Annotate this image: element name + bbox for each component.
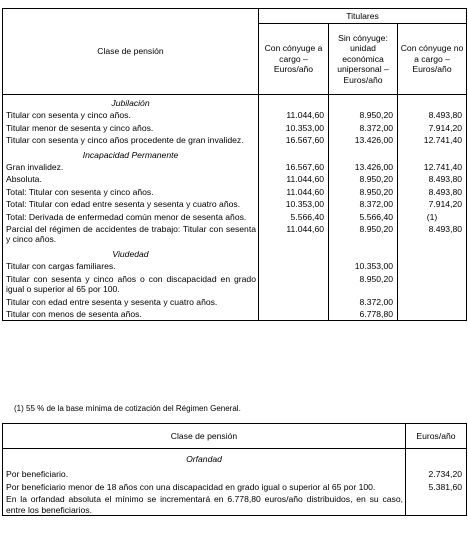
amount: 2.734,20: [406, 467, 467, 479]
header-titulares: Titulares: [259, 9, 467, 24]
amount-v2: 8.950,20: [329, 223, 398, 246]
amount-v3: 8.493,80: [398, 109, 467, 121]
header-con-conyuge-a-cargo: Con cónyuge a cargo – Euros/año: [259, 24, 329, 95]
section-row-orfandad: [3, 449, 467, 468]
amount-v1: 11.044,60: [259, 173, 329, 185]
amount-v3: 8.493,80: [398, 173, 467, 185]
pension-label: Titular con sesenta y cinco años procedente de gran invalidez.: [3, 134, 259, 146]
amount-v3: 12.741,40: [398, 161, 467, 173]
header-sin-conyuge: Sin cónyuge: unidad económica unipersonal – Euros/año: [329, 24, 398, 95]
amount-v2: 8.950,20: [329, 186, 398, 198]
header-clase-pension: Clase de pensión: [3, 9, 259, 95]
amount-v3: [398, 260, 467, 272]
section-title: Jubilación: [3, 95, 259, 110]
empty-cell: [259, 246, 329, 260]
table-row: [3, 211, 467, 223]
amount-v3: (1): [398, 211, 467, 223]
pension-label: En la orfandad absoluta el mínimo se incrementará en 6.778,80 euros/año distribuidos, en su caso, entre los beneficiarios.: [3, 492, 406, 515]
empty-cell: [398, 147, 467, 161]
pension-label: Titular menor de sesenta y cinco años.: [3, 122, 259, 134]
table-row: [3, 161, 467, 173]
table-row: [3, 223, 467, 246]
amount-v2: 5.566,40: [329, 211, 398, 223]
amount-v2: 8.372,00: [329, 296, 398, 308]
section-row-jubilacion: [3, 95, 467, 110]
pension-label: Total: Titular con sesenta y cinco años.: [3, 186, 259, 198]
amount-v3: 8.493,80: [398, 186, 467, 198]
pension-label: Titular con cargas familiares.: [3, 260, 259, 272]
amount-v1: 16.567,60: [259, 161, 329, 173]
pension-label: Total: Titular con edad entre sesenta y sesenta y cuatro años.: [3, 198, 259, 210]
amount-v1: [259, 260, 329, 272]
amount-v2: 6.778,80: [329, 308, 398, 321]
table-row: [3, 467, 467, 479]
amount: 5.381,60: [406, 480, 467, 492]
amount-v1: [259, 308, 329, 321]
amount-v3: 12.741,40: [398, 134, 467, 146]
pension-label: Por beneficiario.: [3, 467, 406, 479]
section-title: Viudedad: [3, 246, 259, 260]
amount-v1: 10.353,00: [259, 122, 329, 134]
orfandad-table-body: [3, 449, 467, 516]
empty-cell: [329, 95, 398, 110]
pension-table-titulares: [2, 8, 467, 321]
empty-cell: [398, 246, 467, 260]
pension-label: Parcial del régimen de accidentes de trabajo: Titular con sesenta y cinco años.: [3, 223, 259, 246]
amount-v1: 11.044,60: [259, 109, 329, 121]
header-clase-pension-2: Clase de pensión: [3, 424, 406, 449]
empty-cell: [259, 147, 329, 161]
amount-v2: 13.426,00: [329, 134, 398, 146]
amount-v1: 11.044,60: [259, 223, 329, 246]
table-row: [3, 134, 467, 146]
pension-table-body: [3, 95, 467, 321]
empty-cell: [259, 95, 329, 110]
table-row: [3, 308, 467, 321]
pension-label: Titular con sesenta y cinco años o con discapacidad en grado igual o superior al 65 por 100.: [3, 273, 259, 296]
table-row: [3, 480, 467, 492]
orfandad-table: [2, 423, 467, 516]
amount-v1: [259, 296, 329, 308]
table-row: [3, 296, 467, 308]
table-row: [3, 186, 467, 198]
section-title: Orfandad: [3, 449, 406, 468]
table-row: [3, 273, 467, 296]
amount-v2: 13.426,00: [329, 161, 398, 173]
section-row-viudedad: [3, 246, 467, 260]
amount-v2: 8.950,20: [329, 273, 398, 296]
empty-cell: [406, 449, 467, 468]
pension-label: Gran invalidez.: [3, 161, 259, 173]
table-row: [3, 122, 467, 134]
amount-v2: 8.950,20: [329, 109, 398, 121]
section-title: Incapacidad Permanente: [3, 147, 259, 161]
table-row: [3, 492, 467, 515]
amount-v1: 16.567,60: [259, 134, 329, 146]
amount-v3: [398, 296, 467, 308]
table-row: [3, 260, 467, 272]
amount-v3: 7.914,20: [398, 198, 467, 210]
header-euros-ano: Euros/año: [406, 424, 467, 449]
amount-v2: 8.372,00: [329, 122, 398, 134]
section-row-incapacidad: [3, 147, 467, 161]
empty-cell: [329, 147, 398, 161]
amount-v3: [398, 308, 467, 321]
amount-v3: [398, 273, 467, 296]
header-con-conyuge-no-a-cargo: Con cónyuge no a cargo – Euros/año: [398, 24, 467, 95]
amount-v1: 11.044,60: [259, 186, 329, 198]
amount-v3: 8.493,80: [398, 223, 467, 246]
pension-label: Titular con sesenta y cinco años.: [3, 109, 259, 121]
table-row: [3, 173, 467, 185]
pension-label: Absoluta.: [3, 173, 259, 185]
pension-label: Titular con menos de sesenta años.: [3, 308, 259, 321]
pension-label: Por beneficiario menor de 18 años con una discapacidad en grado igual o superior al 65 por 100.: [3, 480, 406, 492]
table-row: [3, 198, 467, 210]
footnote: (1) 55 % de la base mínima de cotización del Régimen General.: [14, 404, 241, 413]
pension-label: Total: Derivada de enfermedad común menor de sesenta años.: [3, 211, 259, 223]
amount-v1: 5.566,40: [259, 211, 329, 223]
amount-v1: 10.353,00: [259, 198, 329, 210]
table-row: [3, 109, 467, 121]
amount: [406, 492, 467, 515]
amount-v3: 7.914,20: [398, 122, 467, 134]
pension-label: Titular con edad entre sesenta y sesenta y cuatro años.: [3, 296, 259, 308]
amount-v2: 10.353,00: [329, 260, 398, 272]
empty-cell: [398, 95, 467, 110]
amount-v2: 8.950,20: [329, 173, 398, 185]
empty-cell: [329, 246, 398, 260]
amount-v2: 8.372,00: [329, 198, 398, 210]
amount-v1: [259, 273, 329, 296]
